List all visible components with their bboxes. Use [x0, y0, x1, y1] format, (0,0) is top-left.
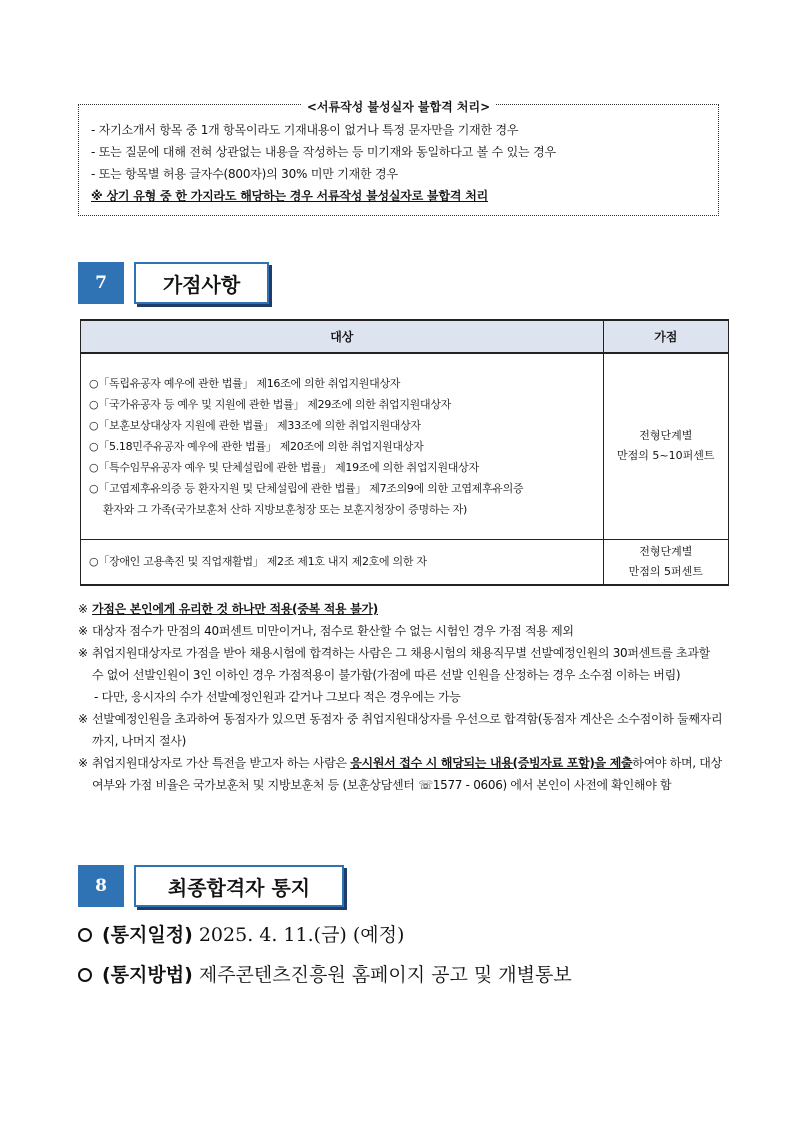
section-number: 7 [78, 262, 124, 304]
target-line: ○「5.18민주유공자 예우에 관한 법률」 제20조에 의한 취업지원대상자 [89, 439, 424, 453]
target-line: ○「국가유공자 등 예우 및 지원에 관한 법률」 제29조에 의한 취업지원대상자 [89, 397, 451, 411]
section-title: 가점사항 [134, 262, 269, 304]
table-row [81, 539, 729, 585]
points-cell [603, 353, 728, 539]
points-line: 전형단계별 [639, 544, 693, 558]
note-text: 선발예정인원을 초과하여 동점자가 있으면 동점자 중 취업지원대상자를 우선으로 합격함(동점자 계산은 소수점이하 둘째자리까지, 나머지 절사) [92, 712, 723, 748]
notes-list [78, 598, 724, 796]
points-cell [603, 539, 728, 585]
points-line: 만점의 5~10퍼센트 [617, 449, 715, 463]
target-line: ○「특수임무유공자 예우 및 단체설립에 관한 법률」 제19조에 의한 취업지원대상자 [89, 460, 479, 474]
note-mark: ※ [78, 602, 88, 616]
target-line: ○「독립유공자 예우에 관한 법률」 제16조에 의한 취업지원대상자 [89, 376, 401, 390]
notice-line: - 또는 질문에 대해 전혀 상관없는 내용을 작성하는 등 미기재와 동일하다고 볼 수 있는 경우 [91, 145, 556, 159]
notice-line: - 자기소개서 항목 중 1개 항목이라도 기재내용이 없거나 특정 문자만을 기재한 경우 [91, 123, 519, 137]
target-line: 환자와 그 가족(국가보훈처 산하 지방보훈청장 또는 보훈지청장이 증명하는 자) [103, 502, 467, 516]
notify-method-value: 제주콘텐츠진흥원 홈페이지 공고 및 개별통보 [192, 964, 572, 986]
circle-bullet-icon [78, 968, 92, 982]
target-line: ○「고엽제후유의증 등 환자지원 및 단체설립에 관한 법률」 제7조의9에 의한 고엽제후유의증 [89, 481, 524, 495]
note-text: 취업지원대상자로 가점을 받아 채용시험에 합격하는 사람은 그 채용시험의 채용직무별 선발예정인원의 30퍼센트를 초과할 수 없어 선발인원이 3인 이하인 경우 가점적용이 불가함(가점에 따른 선발 인원을 산정하는 경우 소수점 이하는 버림) [92, 646, 710, 682]
notice-emphasis: ※ 상기 유형 중 한 가지라도 해당하는 경우 서류작성 불성실자로 불합격 처리 [91, 189, 488, 203]
section-7-header [78, 262, 278, 304]
circle-bullet-icon [78, 928, 92, 942]
section-8-header [78, 865, 348, 907]
note-mark: ※ [78, 756, 88, 770]
table-row [81, 353, 729, 539]
target-cell [81, 353, 604, 539]
target-line: ○「장애인 고용촉진 및 직업재활법」 제2조 제1호 내지 제2호에 의한 자 [89, 555, 427, 569]
notify-method [78, 960, 572, 987]
target-cell [81, 539, 604, 585]
note-item [78, 708, 724, 752]
note-text: 가점은 본인에게 유리한 것 하나만 적용(중복 적용 불가) [92, 602, 378, 616]
note-text: 취업지원대상자로 가산 특전을 받고자 하는 사람은 [92, 756, 351, 770]
notify-schedule [78, 920, 404, 947]
bonus-points-table [80, 319, 729, 586]
notify-schedule-value: 2025. 4. 11.(금) (예정) [192, 924, 405, 946]
notice-line: - 또는 항목별 허용 글자수(800자)의 30% 미만 기재한 경우 [91, 167, 398, 181]
notice-title: <서류작성 불성실자 불합격 처리> [301, 100, 496, 114]
note-text: 하여야 하며, 대상여부와 가점 비율은 국가보훈처 및 지방보훈처 등 (보훈상담센터 ☏1577 - 0606) 에서 본인이 사전에 확인해야 함 [92, 756, 722, 792]
target-line: ○「보훈보상대상자 지원에 관한 법률」 제33조에 의한 취업지원대상자 [89, 418, 421, 432]
note-subitem [78, 686, 724, 708]
note-text: 대상자 점수가 만점의 40퍼센트 미만이거나, 점수로 환산할 수 없는 시험인 경우 가점 적용 제외 [92, 624, 574, 638]
note-item [78, 598, 724, 620]
column-header-points: 가점 [603, 320, 728, 353]
column-header-target: 대상 [81, 320, 604, 353]
note-mark: ※ [78, 646, 88, 660]
notify-method-label: (통지방법) [102, 964, 193, 986]
notify-schedule-label: (통지일정) [102, 924, 193, 946]
section-title: 최종합격자 통지 [134, 865, 344, 907]
note-text: - 다만, 응시자의 수가 선발예정인원과 같거나 그보다 적은 경우에는 가능 [94, 690, 461, 704]
section-number: 8 [78, 865, 124, 907]
table-header-row [81, 320, 729, 353]
note-item [78, 620, 724, 642]
points-line: 전형단계별 [639, 429, 693, 443]
notice-box [78, 100, 719, 216]
points-line: 만점의 5퍼센트 [628, 564, 703, 578]
note-item [78, 642, 724, 686]
note-emphasis: 응시원서 접수 시 해당되는 내용(증빙자료 포함)을 제출 [350, 756, 633, 770]
note-mark: ※ [78, 624, 88, 638]
note-mark: ※ [78, 712, 88, 726]
note-item [78, 752, 724, 796]
